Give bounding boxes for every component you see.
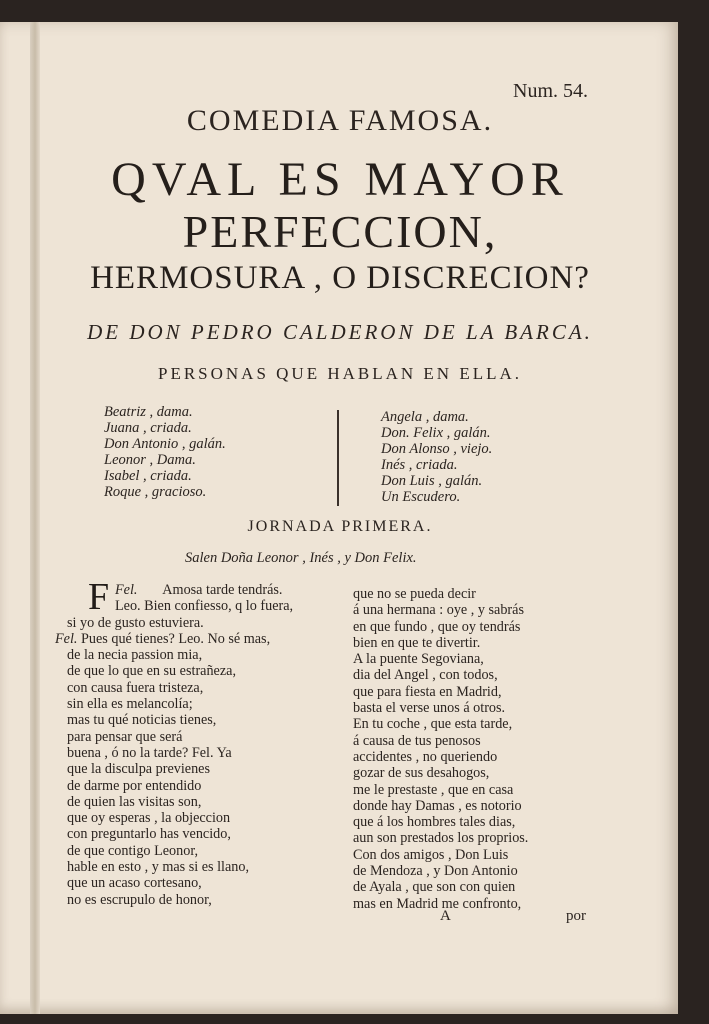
stage-direction: Salen Doña Leonor , Inés , y Don Felix. [185, 550, 417, 566]
verse-text: Leo. Bien confiesso, q lo fuera, [115, 598, 294, 615]
cast-entry: Don Alonso , viejo. [381, 441, 493, 457]
cast-entry: Roque , gracioso. [104, 484, 207, 500]
verse-line: dia del Angel , con todos, [353, 667, 498, 684]
act-heading: JORNADA PRIMERA. [247, 518, 433, 535]
verse-line: que no se pueda decir [353, 586, 476, 602]
verse-line: basta el verse unos á otros. [353, 700, 506, 717]
title-line-1: COMEDIA FAMOSA. [186, 104, 494, 137]
verse-text: buena , ó no la tarde? Fel. Ya [67, 744, 232, 761]
cast-entry: Inés , criada. [381, 457, 458, 473]
verse-line: accidentes , no queriendo [353, 748, 498, 765]
verse-line [55, 745, 317, 761]
cast-entry: Leonor , Dama. [104, 452, 196, 468]
verse-text: Amosa tarde tendrás. [162, 582, 283, 598]
text-column-left [55, 576, 317, 908]
verse-text: que oy esperas , la objeccion [67, 810, 231, 827]
title-line-4: HERMOSURA , O DISCRECION? [90, 260, 590, 296]
verse-line: de Ayala , que son con quien [353, 879, 516, 896]
drop-capital: F [88, 576, 110, 618]
verse-line: aun son prestados los proprios. [353, 830, 529, 847]
verse-line [55, 859, 317, 875]
verse-text: de quien las visitas son, [67, 793, 202, 810]
verse-line: donde hay Damas , es notorio [353, 797, 522, 814]
catchword: por [566, 908, 586, 924]
author-line: DE DON PEDRO CALDERON DE LA BARCA. [87, 320, 593, 344]
verse-line: bien en que te divertir. [353, 634, 481, 651]
verse-line [55, 761, 317, 777]
verse-line: á causa de tus penosos [353, 732, 481, 749]
verse-line: á una hermana : oye , y sabrás [353, 602, 524, 619]
verse-line [55, 729, 317, 745]
title-line-3: PERFECCION, [182, 206, 498, 257]
cast-list-left [104, 404, 226, 500]
speaker-label: Fel. [55, 630, 78, 647]
personas-heading: PERSONAS QUE HABLAN EN ELLA. [157, 364, 523, 383]
verse-line: que para fiesta en Madrid, [353, 683, 502, 700]
verse-text: con preguntarlo has vencido, [67, 826, 231, 843]
verse-text: de la necia passion mia, [67, 647, 203, 664]
cast-list-right [381, 409, 492, 505]
verse-text: hable en esto , y mas si es llano, [67, 859, 250, 876]
cast-entry: Isabel , criada. [104, 468, 192, 484]
signature-mark: A [440, 908, 451, 924]
verse-line: me le prestaste , que en casa [353, 781, 514, 798]
verse-text: que la disculpa previenes [67, 761, 211, 778]
verse-line: A la puente Segoviana, [353, 651, 484, 668]
text-column-right [353, 586, 585, 912]
verse-text: de darme por entendido [67, 777, 202, 794]
cast-entry: Don. Felix , galán. [381, 425, 491, 441]
verse-text: con causa fuera tristeza, [67, 679, 204, 696]
cast-entry: Juana , criada. [104, 420, 192, 436]
verse-text: para pensar que será [67, 728, 183, 745]
verse-line [55, 647, 317, 663]
verse-line [55, 892, 317, 908]
verse-line: de Mendoza , y Don Antonio [353, 863, 518, 880]
page-number: Num. 54. [513, 80, 588, 102]
verse-line [55, 696, 317, 712]
verse-line: En tu coche , que esta tarde, [353, 716, 513, 733]
verse-line [55, 680, 317, 696]
verse-line [55, 826, 317, 842]
verse-text: de que contigo Leonor, [67, 842, 199, 859]
cast-entry: Don Antonio , galán. [104, 436, 226, 452]
verse-text: que un acaso cortesano, [67, 875, 202, 892]
verse-line [55, 631, 317, 647]
verse-line [55, 663, 317, 679]
cast-divider [337, 410, 339, 506]
verse-text: Pues qué tienes? Leo. No sé mas, [81, 630, 271, 647]
verse-line [55, 875, 317, 891]
verse-text: sin ella es melancolía; [67, 696, 193, 713]
verse-line: gozar de sus desahogos, [353, 765, 490, 782]
book-page [0, 22, 678, 1014]
cast-entry: Angela , dama. [381, 409, 469, 425]
verse-line [55, 712, 317, 728]
title-line-2: QVAL ES MAYOR [111, 153, 569, 206]
speaker-label: Fel. [115, 582, 138, 598]
verse-line: en que fundo , que oy tendrás [353, 618, 521, 635]
cast-entry: Un Escudero. [381, 489, 461, 505]
verse-text: si yo de gusto estuviera. [67, 614, 204, 631]
verse-line [55, 810, 317, 826]
verse-line [55, 794, 317, 810]
verse-line: mas en Madrid me confronto, [353, 895, 522, 912]
verse-line: Con dos amigos , Don Luis [353, 846, 509, 863]
cast-entry: Beatriz , dama. [104, 404, 193, 420]
verse-text: no es escrupulo de honor, [67, 891, 212, 908]
verse-text: mas tu qué noticias tienes, [67, 712, 217, 729]
verse-text: de que lo que en su estrañeza, [67, 663, 236, 680]
verse-line: que á los hombres tales dias, [353, 814, 516, 831]
cast-entry: Don Luis , galán. [381, 473, 483, 489]
verse-line [55, 843, 317, 859]
verse-line [55, 778, 317, 794]
